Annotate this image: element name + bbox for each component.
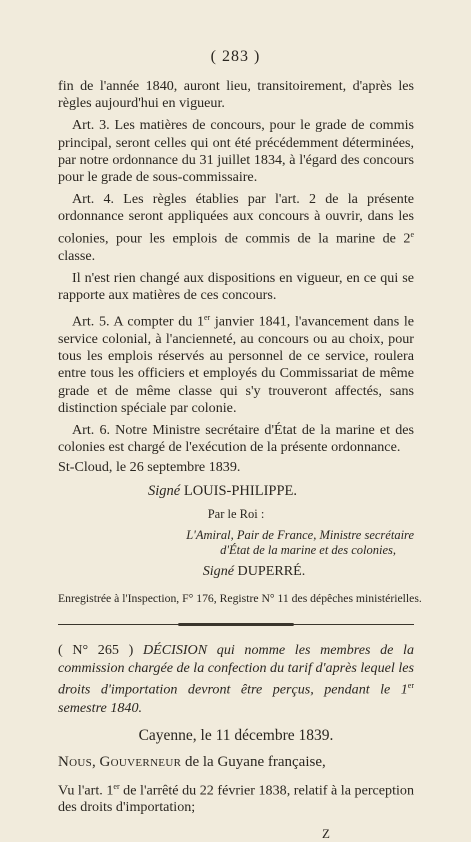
- minister-name: DUPERRÉ.: [237, 563, 306, 580]
- signe-label-2: Signé: [202, 563, 235, 580]
- registration-note: Enregistrée à l'Inspection, F° 176, Registre N° 11 des dépêches ministérielles.: [58, 592, 422, 606]
- page-number: ( 283 ): [210, 48, 261, 65]
- page-body: [58, 78, 422, 842]
- minister-title-line-1: L'Amiral, Pair de France, Ministre secrétaire: [186, 528, 414, 543]
- article-6: Art. 6. Notre Ministre secrétaire d'État de la marine et des colonies est chargé de l'exécution de la présente ordonnance.: [58, 422, 414, 456]
- signature-king: [58, 483, 414, 500]
- article-5-text: Art. 5. A compter du 1: [72, 313, 204, 330]
- decision-date: Cayenne, le 11 décembre 1839.: [138, 727, 334, 745]
- decision-sup: er: [407, 681, 414, 691]
- decision-heading: [58, 641, 414, 717]
- governor-line: Nous, Gouverneur de la Guyane française,: [58, 754, 326, 771]
- signe-label: Signé: [148, 482, 181, 499]
- decision-number: ( N° 265 ): [58, 642, 134, 659]
- signature-mark: Z: [322, 825, 330, 841]
- article-4-end: classe.: [58, 247, 96, 264]
- par-le-roi: Par le Roi :: [207, 506, 265, 521]
- article-5: [58, 309, 414, 417]
- minister-title: [58, 528, 414, 558]
- article-4: [58, 191, 414, 265]
- article-5-sup: er: [204, 313, 211, 323]
- king-name: LOUIS-PHILIPPE.: [183, 482, 298, 499]
- nous-word: Nous: [58, 754, 93, 771]
- article-4-sup: e: [410, 229, 414, 239]
- minister-title-line-2: d'État de la marine et des colonies,: [220, 543, 396, 558]
- vu-clause: [58, 778, 414, 817]
- vu-text: Vu l'art. 1: [58, 782, 114, 799]
- place-date: St-Cloud, le 26 septembre 1839.: [58, 459, 241, 476]
- vu-text-end: de l'arrêté du 22 février 1838, relatif à la perception des droits d'importation;: [58, 782, 414, 816]
- gouverneur-word: Gouverneur: [99, 754, 182, 771]
- article-4-text: Art. 4. Les règles établies par l'art. 2 de la présente ordonnance seront appliquées aux concours à ouvrir, dans les colonies, pour les emplois de commis de la marine de 2: [58, 191, 414, 247]
- separator-rule: [58, 623, 414, 627]
- governor-rest: de la Guyane française,: [181, 754, 326, 771]
- decision-text-end: semestre 1840.: [58, 700, 143, 717]
- article-3: Art. 3. Les matières de concours, pour le grade de commis principal, seront celles qui ont été précédemment déterminées, par notre ordonnance du 31 juillet 1834, à l'égard des concours pour le grade de sous-commissaire.: [58, 117, 414, 186]
- signature-minister: [58, 563, 414, 580]
- paragraph-rien: Il n'est rien changé aux dispositions en vigueur, en ce qui se rapporte aux matières de ces concours.: [58, 269, 414, 303]
- decision-text: DÉCISION qui nomme les membres de la commission chargée de la confection du tarif d'après lequel les droits d'importation devront être perçus, pendant le 1: [58, 642, 414, 699]
- article-5-end: janvier 1841, l'avancement dans le service colonial, à l'ancienneté, au concours ou au choix, pour tous les emplois réservés au personnel de ce service, roulera entre tous les officiers et employés du Commissariat de même grade et de même classe qui s'y trouveront affectés, sans distinction spéciale par colonie.: [58, 313, 414, 416]
- paragraph-continuation: fin de l'année 1840, auront lieu, transitoirement, d'après les règles aujourd'hui en vigueur.: [58, 78, 414, 112]
- vu-sup: er: [113, 781, 120, 791]
